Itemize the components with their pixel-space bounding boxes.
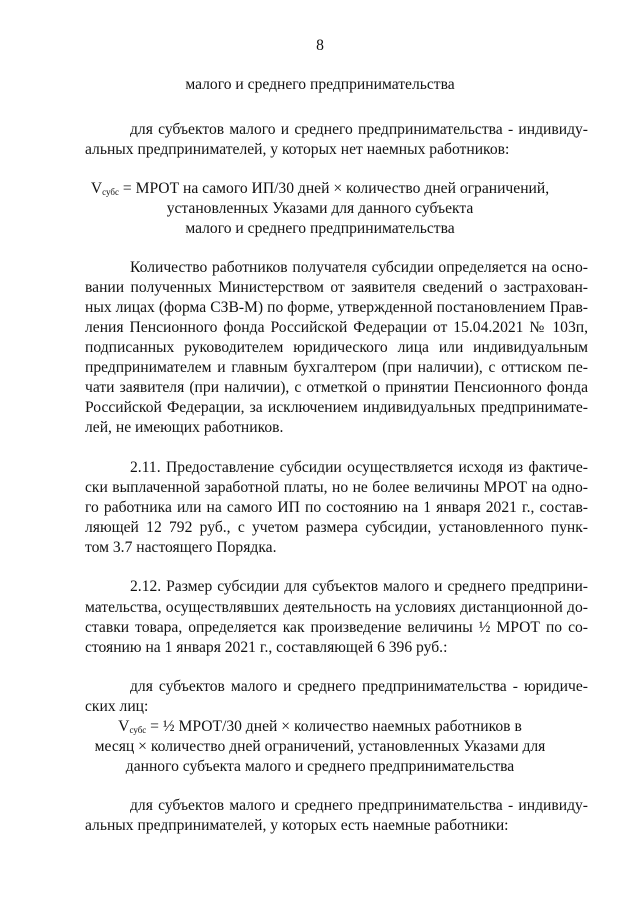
paragraph-line: Российской Федерации, за исключением индивидуальных предпринимате- bbox=[85, 399, 588, 416]
sole-proprietor-no-employees-intro: для субъектов малого и среднего предпринимательства - индивиду- bbox=[130, 121, 588, 138]
clause-line: 2.11. Предоставление субсидии осуществляется исходя из фактиче- bbox=[130, 459, 588, 476]
paragraph-line: Количество работников получателя субсидии определяется на осно- bbox=[130, 259, 588, 276]
formula-subscript: субс bbox=[102, 187, 119, 197]
sole-proprietor-no-employees-intro-cont: альных предпринимателей, у которых нет наемных работников: bbox=[85, 141, 510, 158]
formula-legal-entities bbox=[0, 717, 640, 737]
paragraph-line: ных лицах (форма СЗВ-М) по форме, утвержденной постановлением Прав- bbox=[85, 299, 588, 316]
clause-line: ставки товара, определяется как произведение величины ½ МРОТ по со- bbox=[85, 619, 588, 636]
legal-entities-intro-cont: ских лиц: bbox=[85, 698, 149, 715]
formula-expression: = МРОТ на самого ИП/30 дней × количество дней ограничений, bbox=[118, 180, 550, 197]
paragraph-line: подписанных руководителем юридического лица или индивидуальным bbox=[85, 339, 588, 356]
formula-symbol: V bbox=[90, 180, 103, 197]
clause-line: 2.12. Размер субсидии для субъектов малого и среднего предприни- bbox=[130, 578, 588, 595]
clause-line: ски выплаченной заработной платы, но не более величины МРОТ на одно- bbox=[85, 479, 588, 496]
paragraph-line: чати заявителя (при наличии), с отметкой о принятии Пенсионного фонда bbox=[85, 379, 588, 396]
paragraph-line: предпринимателем и главным бухгалтером (при наличии), с оттиском пе- bbox=[85, 359, 588, 376]
formula-subscript: субс bbox=[129, 725, 147, 735]
formula-no-employees-line3: малого и среднего предпринимательства bbox=[185, 220, 455, 237]
formula-no-employees bbox=[0, 179, 640, 199]
clause-line: ляющей 12 792 руб., с учетом размера субсидии, установленного пунк- bbox=[85, 519, 588, 536]
sole-proprietor-with-employees-intro: для субъектов малого и среднего предпринимательства - индивиду- bbox=[130, 797, 588, 814]
clause-line: стоянию на 1 января 2021 г., составляющей 6 396 руб.: bbox=[85, 639, 448, 656]
paragraph-line: лей, не имеющих работников. bbox=[85, 419, 284, 436]
paragraph-line: вании полученных Министерством от заявителя сведений о застрахован- bbox=[85, 279, 588, 296]
paragraph-line: ления Пенсионного фонда Российской Федерации от 15.04.2021 № 103п, bbox=[85, 319, 588, 336]
continued-formula-line: малого и среднего предпринимательства bbox=[185, 76, 455, 93]
formula-no-employees-line2: установленных Указами для данного субъекта bbox=[166, 200, 474, 217]
clause-line: мательства, осуществлявших деятельность на условиях дистанционной до- bbox=[85, 599, 588, 616]
page-number: 8 bbox=[316, 37, 324, 54]
formula-legal-entities-line2: месяц × количество дней ограничений, установленных Указами для bbox=[94, 738, 546, 755]
formula-expression: = ½ МРОТ/30 дней × количество наемных работников в bbox=[146, 718, 522, 735]
sole-proprietor-with-employees-intro-cont: альных предпринимателей, у которых есть наемные работники: bbox=[85, 817, 509, 834]
formula-legal-entities-line3: данного субъекта малого и среднего предпринимательства bbox=[125, 758, 515, 775]
clause-line: го работника или на самого ИП по состоянию на 1 января 2021 г., состав- bbox=[85, 499, 588, 516]
clause-line: том 3.7 настоящего Порядка. bbox=[85, 539, 277, 556]
formula-symbol: V bbox=[118, 718, 130, 735]
legal-entities-intro: для субъектов малого и среднего предпринимательства - юридиче- bbox=[130, 678, 588, 695]
